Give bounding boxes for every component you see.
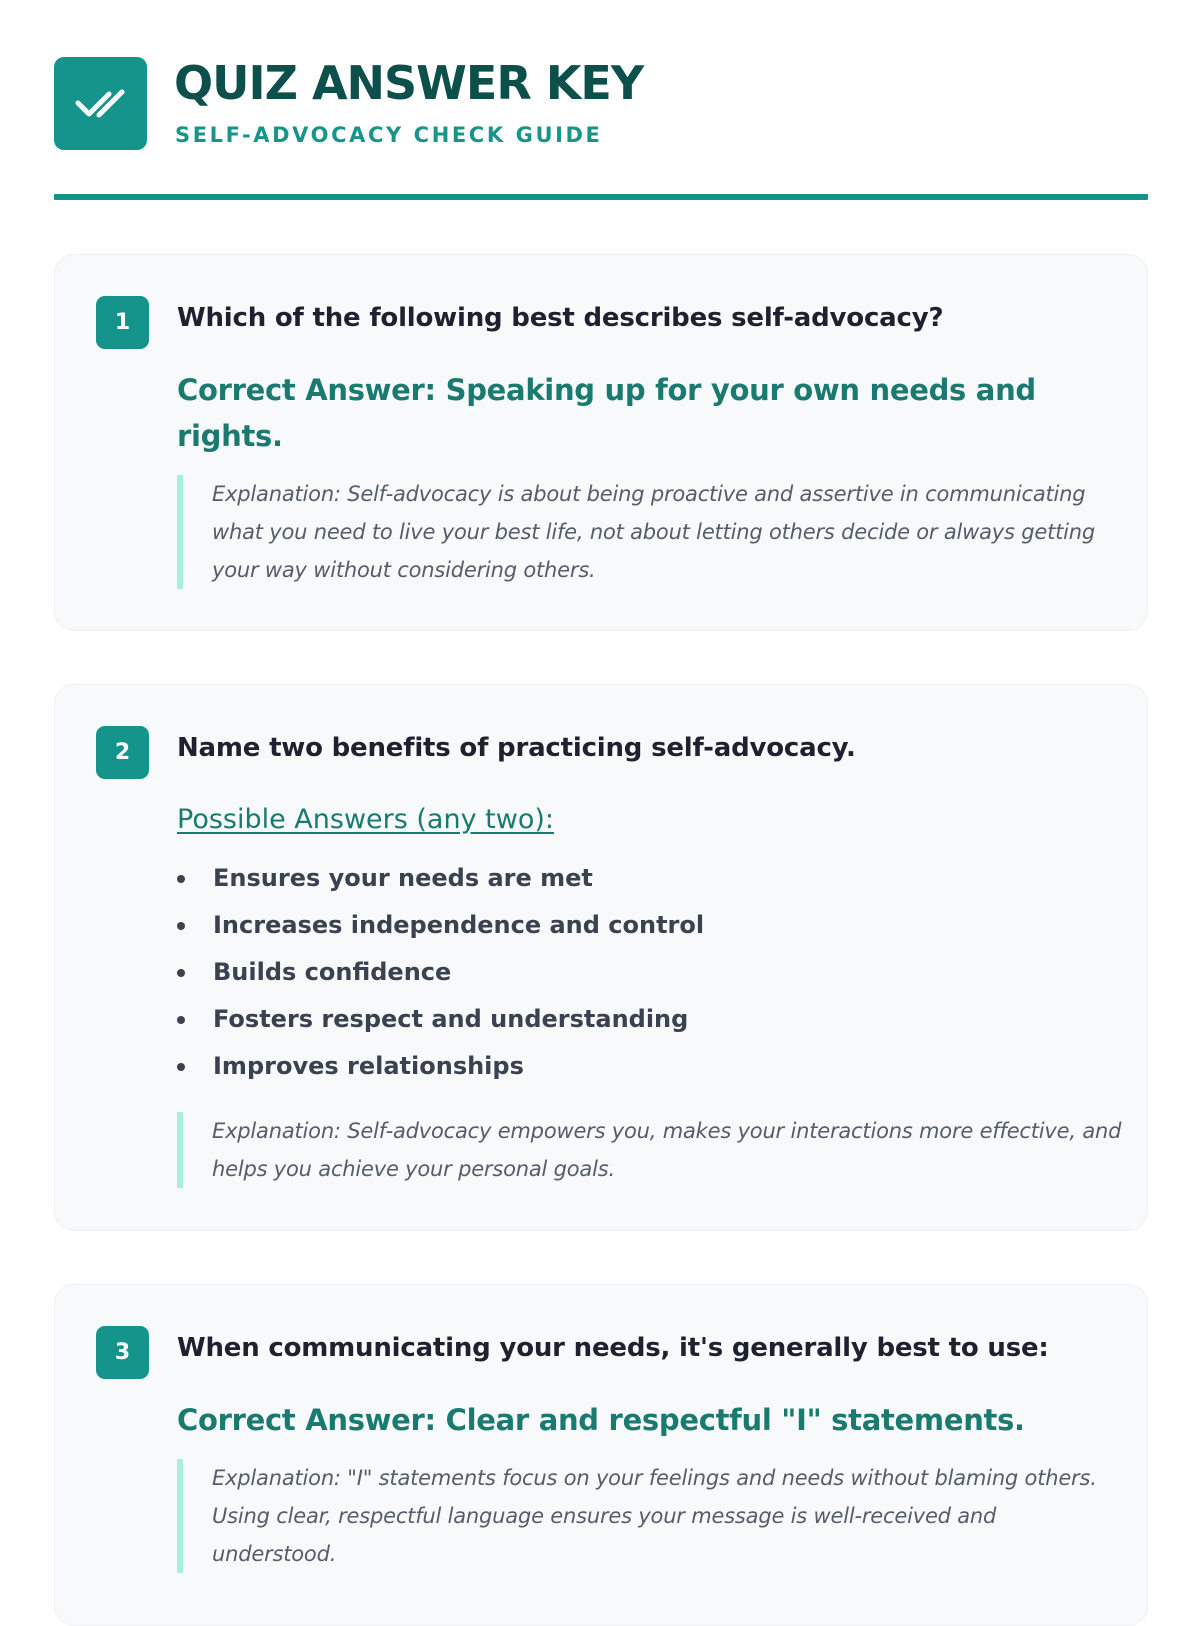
correct-answer: Correct Answer: Clear and respectful "I" statements. (177, 1403, 1025, 1437)
question-text: When communicating your needs, it's generally best to use: (177, 1333, 1049, 1363)
question-card-3 (54, 1284, 1148, 1626)
bullet-icon (177, 969, 185, 977)
answer-explanation: Explanation: Self-advocacy is about being proactive and assertive in communicating what you need to live your best life, not about letting others decide or always getting your way without considering others. (177, 475, 1122, 589)
question-card-2 (54, 684, 1148, 1231)
list-item-text: Increases independence and control (213, 911, 705, 939)
header-divider (54, 194, 1148, 200)
list-item-text: Improves relationships (213, 1052, 524, 1080)
list-item (177, 949, 704, 996)
page-subtitle: SELF-ADVOCACY CHECK GUIDE (175, 123, 603, 147)
list-item (177, 902, 704, 949)
bullet-icon (177, 922, 185, 930)
bullet-icon (177, 875, 185, 883)
list-item-text: Builds confidence (213, 958, 452, 986)
question-text: Name two benefits of practicing self-advocacy. (177, 733, 856, 763)
question-number-badge: 1 (96, 296, 149, 349)
possible-answers-list (177, 855, 704, 1090)
list-item-text: Fosters respect and understanding (213, 1005, 689, 1033)
correct-answer: Correct Answer: Speaking up for your own needs and rights. (177, 373, 1036, 453)
list-item (177, 996, 704, 1043)
answer-explanation: Explanation: Self-advocacy empowers you, makes your interactions more effective, and helps you achieve your personal goals. (177, 1112, 1122, 1188)
list-item-text: Ensures your needs are met (213, 864, 593, 892)
question-text: Which of the following best describes self-advocacy? (177, 303, 944, 333)
question-number-badge: 3 (96, 1326, 149, 1379)
logo-badge (54, 57, 147, 150)
question-number-badge: 2 (96, 726, 149, 779)
bullet-icon (177, 1063, 185, 1071)
bullet-icon (177, 1016, 185, 1024)
list-item (177, 855, 704, 902)
list-item (177, 1043, 704, 1090)
page-title: QUIZ ANSWER KEY (174, 56, 644, 110)
page-header (54, 57, 1148, 151)
possible-answers-heading: Possible Answers (any two): (177, 804, 554, 835)
answer-explanation: Explanation: "I" statements focus on your feelings and needs without blaming others. Using clear, respectful language ensures your message is well-received and understood. (177, 1459, 1122, 1573)
double-check-icon (54, 57, 147, 150)
question-card-1 (54, 254, 1148, 631)
